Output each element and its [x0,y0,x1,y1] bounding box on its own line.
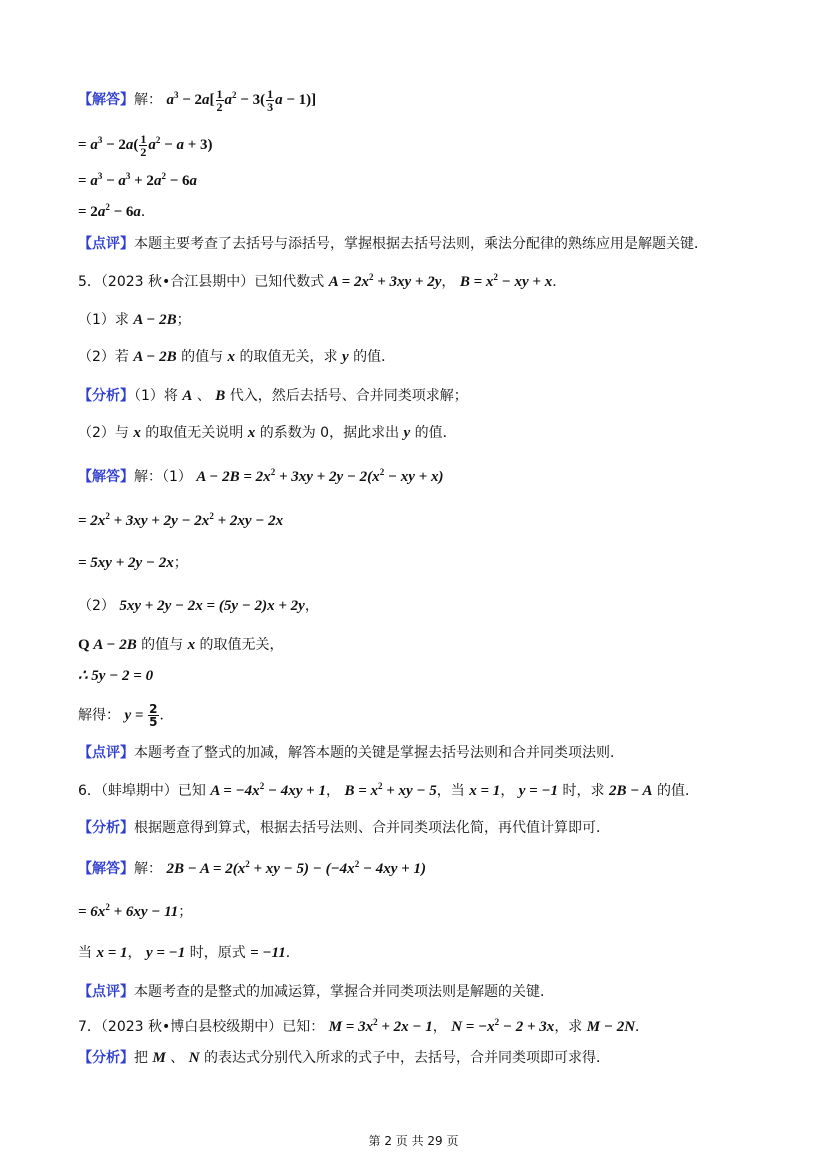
q5-sub1: （1）求 A − 2B； [78,312,191,328]
q7-analysis: 【分析】把 M 、 N 的表达式分别代入所求的式子中，去括号，合并同类项即可求得． [78,1050,610,1066]
q5-analysis-1: 【分析】（1）将 A 、 B 代入，然后去括号、合并同类项求解； [78,388,468,404]
prev-solution-line-4: = $2a^2 - 6a$． [78,202,155,220]
q6-comment: 【点评】本题考查的是整式的加减运算，掌握合并同类项法则是解题的关键． [78,984,554,1000]
prev-solution-line-1: 【解答】解： $a^3 - 2a$[ $\frac{1}{2}$ $a^2 - 3$( $\frac{1}{3}$ a − 1)] [78,87,317,114]
q5-sub2: （2）若 A − 2B 的值与 x 的取值无关，求 y 的值． [78,349,396,365]
q6-stem: 6．（蚌埠期中）已知 $A = -4x^2 - 4xy + 1$， $B = x^2$ + xy − 5，当 x = 1， y = −1 时，求 2B − A 的值． [78,781,699,799]
answer-tag: 【解答】 [78,861,134,877]
q5-solution-5: Q A − 2B 的值与 x 的取值无关， [78,637,284,653]
page-footer: 第 2 页 共 29 页 [368,1134,459,1148]
q6-solution-1: 【解答】解： $2B - A = 2(x^2$ + xy − $5) - (-4x^2 - 4xy + 1)$ [78,859,426,877]
comment-tag: 【点评】 [78,745,134,761]
q6-solution-2: = $6x^2 + 6xy - 11$； [78,902,193,920]
analysis-tag: 【分析】 [78,820,134,836]
q6-analysis: 【分析】根据题意得到算式，根据去括号法则、合并同类项法化简，再代值计算即可． [78,820,610,836]
math-expression: $a^3 - 2a$[ $\frac{1}{2}$ $a^2 - 3$( $\frac{1}{3}$ a − 1)] [166,87,317,114]
math-expression: = $2a^2 - 6a$ [78,202,141,220]
comment-tag: 【点评】 [78,236,134,252]
prev-solution-line-2 [78,133,212,158]
math-expression: = $a^3 - a^3 + 2a^2 - 6a$ [78,171,197,189]
comment-tag: 【点评】 [78,984,134,1000]
answer-tag: 【解答】 [78,469,134,485]
answer-tag: 【解答】 [78,91,134,108]
prev-solution-line-3 [78,172,197,190]
q5-solution-6: ∴ 5y − 2 = 0 [78,668,154,684]
q5-analysis-2: （2）与 x 的取值无关说明 x 的系数为 0，据此求出 y 的值． [78,425,457,441]
q5-stem: 5．（2023 秋•合江县期中）已知代数式 $A = 2x^2 + 3xy + 2y$， $B = x^2$ − xy + x． [78,272,567,290]
q5-comment: 【点评】本题考查了整式的加减，解答本题的关键是掌握去括号法则和合并同类项法则． [78,745,624,761]
prev-comment: 【点评】本题主要考查了去括号与添括号，掌握根据去括号法则，乘法分配律的熟练应用是解题关键． [78,236,708,252]
q5-solution-4: （2） 5xy + 2y − 2x = (5y − 2)x + 2y， [78,598,319,614]
q6-solution-3: 当 x = 1， y = −1 时，原式 = −11． [78,945,300,961]
q7-stem: 7．（2023 秋•博白县校级期中）已知： $M = 3x^2 + 2x - 1$， $N = -x^2 - 2 + 3x$，求 M − 2N． [78,1017,650,1035]
math-expression: = $a^3 - 2a$( $\frac{1}{2}$ $a^2 - a + 3$) [78,132,213,159]
analysis-tag: 【分析】 [78,388,134,404]
q5-solution-7: 解得： y = $\frac{2}{5}$ ． [78,702,174,729]
q5-solution-2: = $2x^2 + 3xy + 2y - 2x^2 + 2xy - 2x$ [78,511,284,529]
analysis-tag: 【分析】 [78,1050,134,1066]
q5-solution-3: = 5xy + 2y − 2x； [78,555,188,571]
q5-solution-1: 【解答】解：（1） $A - 2B = 2x^2 + 3xy + 2y - 2(x^2$ − xy + x) [78,467,444,485]
